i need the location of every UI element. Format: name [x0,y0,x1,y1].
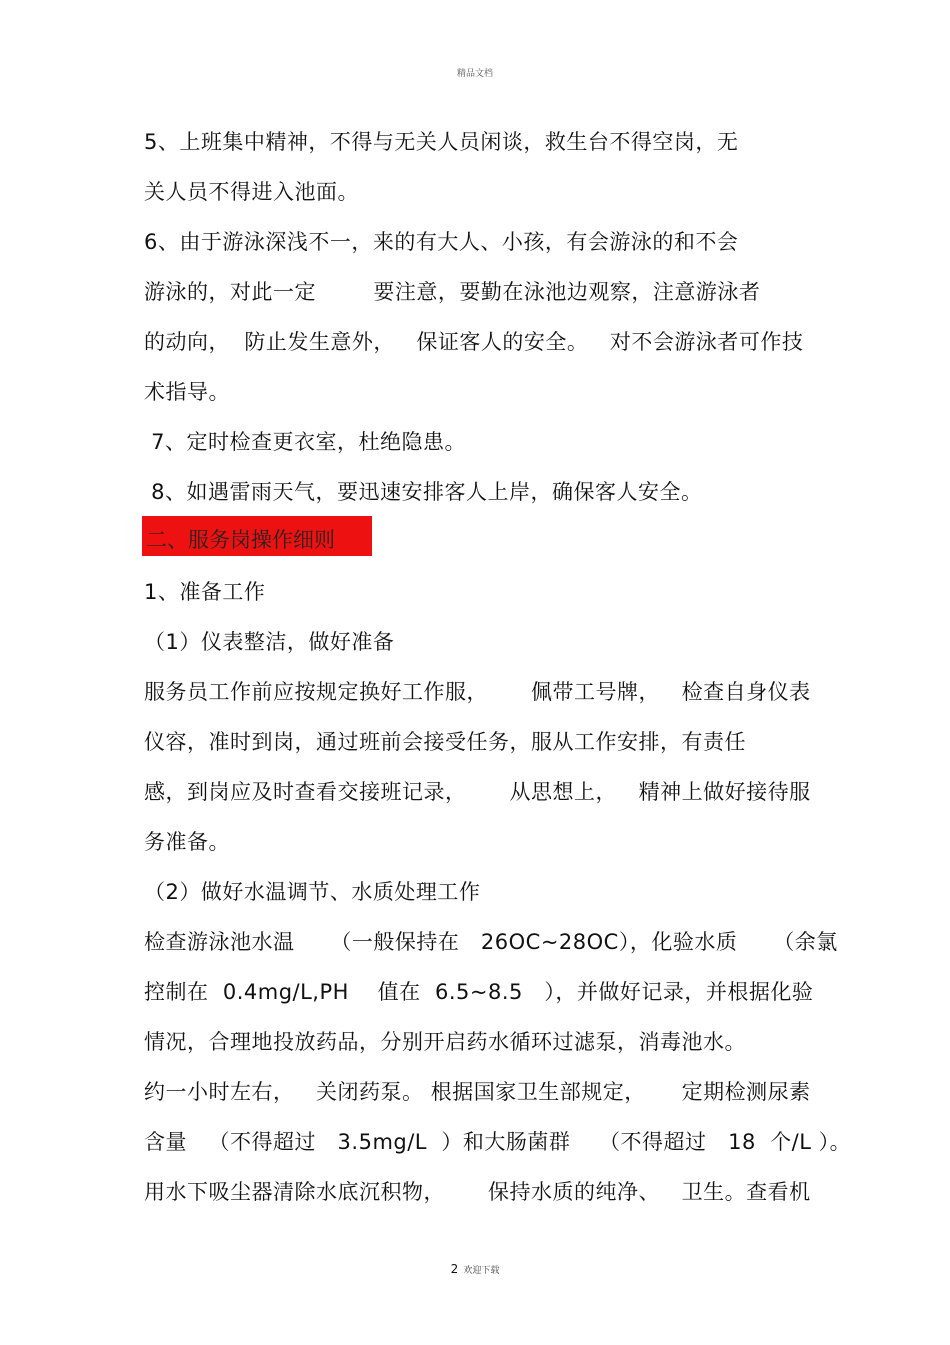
body-line: 游泳的，对此一定 要注意，要勤在泳池边观察，注意游泳者 [144,280,761,304]
body-line: 检查游泳池水温 （一般保持在 26OC~28OC），化验水质 （余氯 [144,930,838,954]
section-heading: 二、服务岗操作细则 [146,528,335,552]
body-line: 仪容，准时到岗，通过班前会接受任务，服从工作安排，有责任 [144,730,746,754]
page-number: 2 [450,1262,459,1276]
body-line: 术指导。 [144,380,230,404]
body-line: 6、由于游泳深浅不一，来的有大人、小孩，有会游泳的和不会 [144,230,739,254]
body-line: 7、定时检查更衣室，杜绝隐患。 [144,430,467,454]
body-line: 服务员工作前应按规定换好工作服， 佩带工号牌， 检查自身仪表 [144,680,811,704]
body-line: 关人员不得进入池面。 [144,180,359,204]
body-line: 5、上班集中精神，不得与无关人员闲谈，救生台不得空岗，无 [144,130,739,154]
body-line: 的动向， 防止发生意外， 保证客人的安全。 对不会游泳者可作技 [144,330,804,354]
body-line: 约一小时左右， 关闭药泵。 根据国家卫生部规定， 定期检测尿素 [144,1080,811,1104]
body-line: 8、如遇雷雨天气，要迅速安排客人上岸，确保客人安全。 [144,480,703,504]
body-line: 1、准备工作 [144,580,266,604]
body-line: （1）仪表整洁，做好准备 [144,630,395,654]
footer-note: 欢迎下载 [463,1266,500,1276]
body-line: 控制在 0.4mg/L,PH 值在 6.5~8.5 ），并做好记录，并根据化验 [144,980,814,1004]
page-footer [0,1258,950,1277]
body-line: 务准备。 [144,830,230,854]
body-line: 含量 （不得超过 3.5mg/L ）和大肠菌群 （不得超过 18 个/L ）。 [144,1130,852,1154]
body-line: 情况，合理地投放药品，分别开启药水循环过滤泵，消毒池水。 [144,1030,746,1054]
body-line: 用水下吸尘器清除水底沉积物， 保持水质的纯净、 卫生。查看机 [144,1180,811,1204]
header-watermark: 精品文档 [456,69,493,79]
body-line: （2）做好水温调节、水质处理工作 [144,880,481,904]
body-line: 感，到岗应及时查看交接班记录， 从思想上， 精神上做好接待服 [144,780,811,804]
